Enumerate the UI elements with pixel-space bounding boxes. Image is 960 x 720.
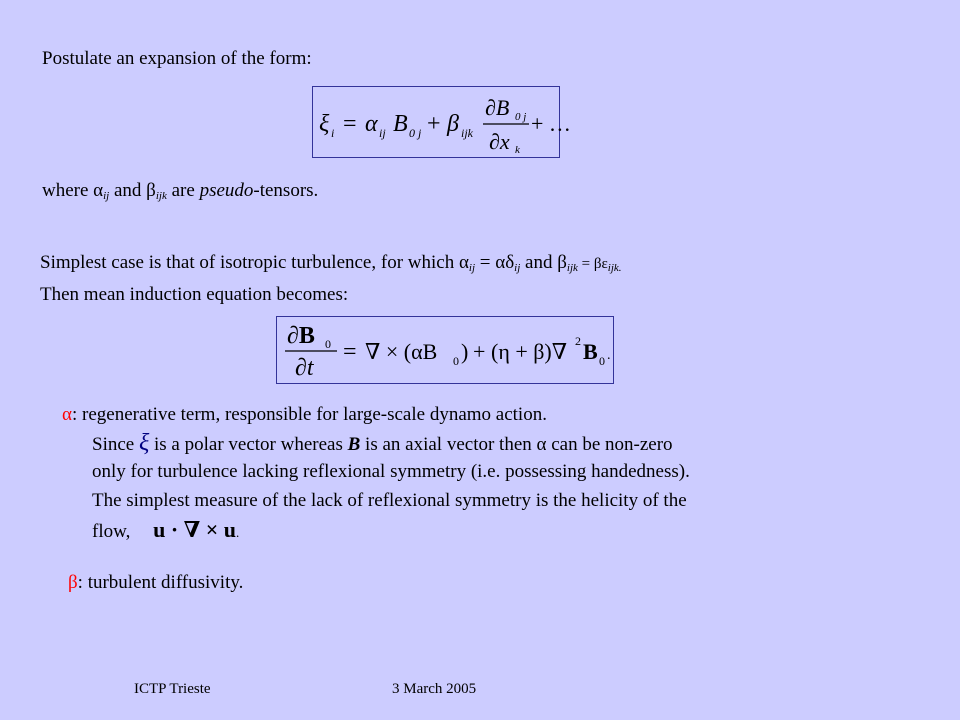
simplest-ij2: ij <box>514 262 521 274</box>
eq1-alpha: α <box>365 111 378 137</box>
eq1-dots: + … <box>531 111 571 136</box>
eq1-B: B <box>393 111 408 137</box>
eq1-beta: β <box>447 111 459 137</box>
simplest-ijk2: ijk. <box>607 262 622 274</box>
where-tensors: -tensors. <box>253 180 319 201</box>
eq1-ijk: ijk <box>461 126 473 140</box>
beta-term-line <box>68 572 243 594</box>
alpha-line-4 <box>92 519 239 544</box>
eq2-equals: = <box>343 339 357 365</box>
alpha-term-text: : regenerative term, responsible for large-scale dynamo action. <box>71 404 547 425</box>
eq2-B-sub: 0 <box>599 354 605 368</box>
eq2-close: ) <box>461 339 469 364</box>
simplest-ij: ij <box>468 262 476 274</box>
where-are: are <box>166 180 200 201</box>
simplest-eq-ad: = αδ <box>475 252 515 273</box>
eq1-num-sub: 0 j <box>515 111 527 123</box>
alpha-l1c: is an axial vector then α can be non-zero <box>360 434 673 455</box>
eq2-num-sub: 0 <box>325 337 331 351</box>
alpha-term-line <box>62 404 547 426</box>
alpha-line-2: only for turbulence lacking reflexional symmetry (i.e. possessing handedness). <box>92 461 690 482</box>
eq1-xi: ξ <box>319 111 330 137</box>
alpha-symbol: α <box>62 404 72 425</box>
eq2-dot: . <box>607 348 611 363</box>
induction-equation <box>276 316 614 384</box>
footer-left: ICTP Trieste <box>134 681 211 697</box>
eq1-i: i <box>331 126 335 140</box>
alpha-l4: flow, <box>92 521 131 542</box>
simplest-lead: Simplest case is that of isotropic turbulence, for which α <box>40 252 469 273</box>
eq1-denominator: ∂x <box>489 129 510 154</box>
where-line <box>42 180 318 202</box>
eq2-B: B <box>583 339 598 364</box>
eq1-ij: ij <box>379 126 386 140</box>
eq1-plus: + <box>427 111 441 137</box>
where-and: and β <box>109 180 156 201</box>
alpha-line-3: The simplest measure of the lack of reflexional symmetry is the helicity of the <box>92 490 687 511</box>
alpha-l1b: is a polar vector whereas <box>149 434 348 455</box>
eq2-squared: 2 <box>575 334 581 348</box>
helicity-expression: u · ∇ × u <box>153 517 237 542</box>
where-ij: ij <box>103 190 110 202</box>
expansion-equation <box>312 86 571 158</box>
beta-symbol: β <box>68 572 78 593</box>
where-lead: where α <box>42 180 104 201</box>
then-line: Then mean induction equation becomes: <box>40 284 349 305</box>
beta-term-text: : turbulent diffusivity. <box>77 572 244 593</box>
B-symbol: B <box>347 434 361 455</box>
eq1-0j: 0 j <box>409 126 422 140</box>
intro-text: Postulate an expansion of the form: <box>42 48 312 69</box>
eq2-plus: + <box>473 339 486 364</box>
eq1-numerator: ∂B <box>485 95 510 120</box>
eq2-curl-sub: 0 <box>453 354 459 368</box>
where-ijk: ijk <box>155 190 167 202</box>
eq2-denominator: ∂t <box>295 355 314 381</box>
helicity-dot: . <box>236 525 240 540</box>
eq2-curl: ∇ × (αB <box>365 339 438 364</box>
alpha-line-1 <box>92 432 673 456</box>
eq2-numerator: ∂B <box>287 323 315 349</box>
footer-right: 3 March 2005 <box>392 681 477 697</box>
eq1-den-sub: k <box>515 144 520 156</box>
simplest-eq-be: = βε <box>577 256 608 272</box>
simplest-case-line <box>40 252 622 275</box>
xi-symbol: ξ <box>138 430 150 456</box>
eq2-diffusion: (η + β)∇ <box>491 339 568 364</box>
alpha-l1a: Since <box>92 434 139 455</box>
where-pseudo: pseudo <box>199 180 254 201</box>
simplest-and: and β <box>520 252 567 273</box>
eq1-equals: = <box>343 111 357 137</box>
simplest-ijk: ijk <box>566 262 578 274</box>
